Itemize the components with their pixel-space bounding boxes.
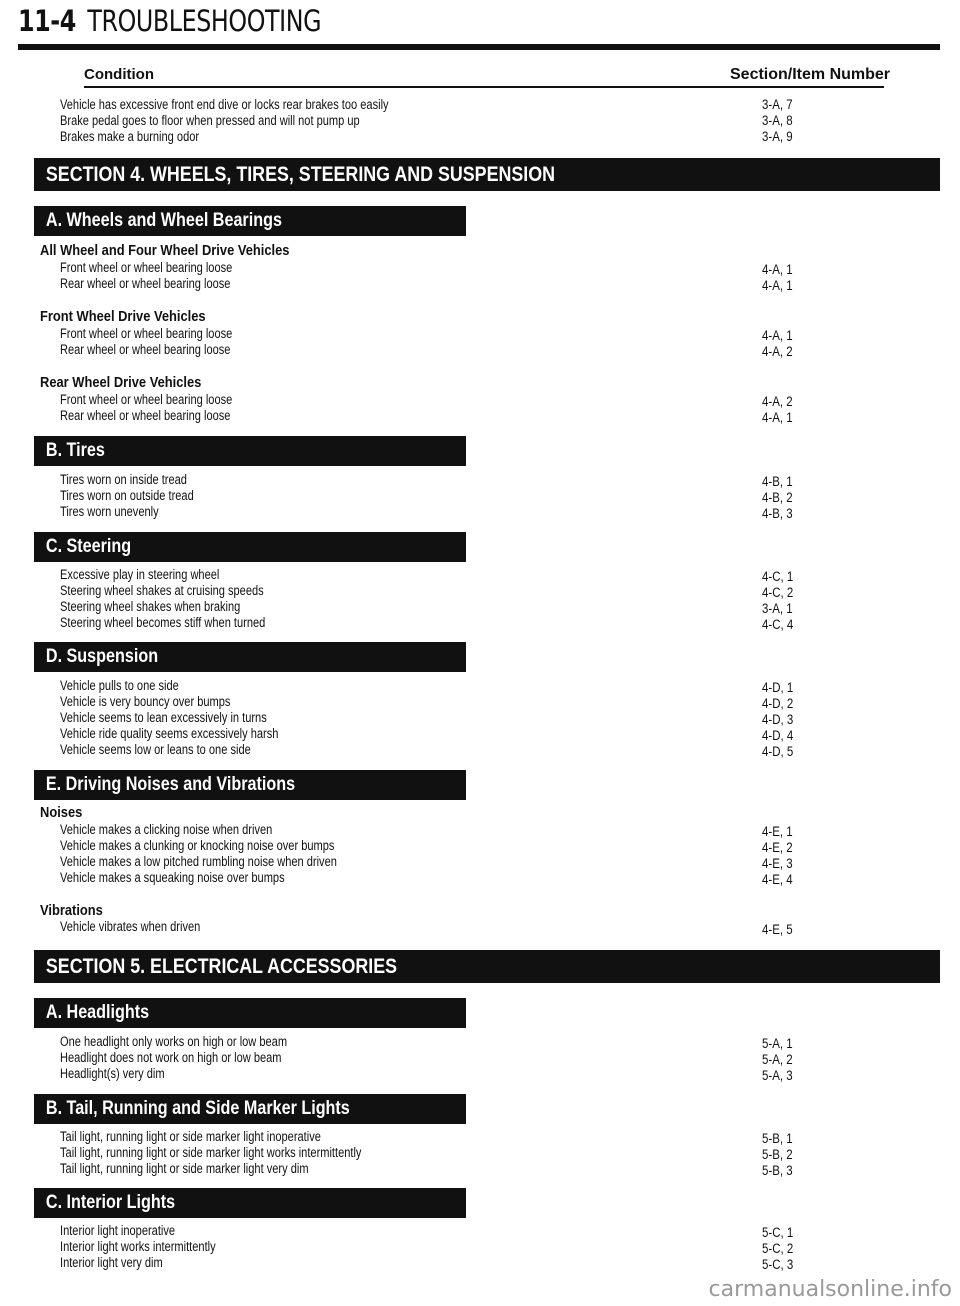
subsection-5a-banner [34,998,466,1028]
condition-text: Headlight(s) very dim [60,1066,165,1081]
condition-text: Front wheel or wheel bearing loose [60,392,233,407]
section-ref: 4-D, 5 [762,744,794,759]
group-heading: Vibrations [40,902,103,919]
section-ref: 5-B, 1 [762,1131,793,1146]
section-ref: 4-D, 2 [762,696,794,711]
section-ref: 4-B, 1 [762,474,793,489]
section-ref: 4-A, 1 [762,278,793,293]
condition-text: Vehicle pulls to one side [60,678,179,693]
watermark: carmanualsonline.info [708,1277,952,1302]
subsection-5c-banner [34,1188,466,1218]
subsection-4a-title: A. Wheels and Wheel Bearings [45,210,282,231]
section-ref: 5-B, 3 [762,1163,793,1178]
condition-text: Rear wheel or wheel bearing loose [60,342,231,357]
section-ref: 3-A, 8 [762,113,793,128]
condition-text: Vehicle makes a clunking or knocking noise over bumps [60,838,335,853]
subsection-4d-banner [34,642,466,672]
section-ref: 5-C, 3 [762,1257,794,1272]
group-heading: Noises [40,804,83,821]
subsection-5c-title: C. Interior Lights [45,1192,176,1213]
condition-text: Interior light works intermittently [60,1239,216,1254]
subsection-4e-title: E. Driving Noises and Vibrations [45,774,296,795]
condition-text: Vehicle seems low or leans to one side [60,742,251,757]
section-ref: 5-A, 1 [762,1036,793,1051]
condition-text: Front wheel or wheel bearing loose [60,326,233,341]
condition-text: Headlight does not work on high or low beam [60,1050,282,1065]
subsection-4b-title: B. Tires [45,440,105,461]
condition-text: Vehicle ride quality seems excessively harsh [60,726,279,741]
condition-text: Interior light very dim [60,1255,163,1270]
section-ref: 3-A, 9 [762,129,793,144]
group-heading: Front Wheel Drive Vehicles [40,308,206,325]
subsection-5b-banner [34,1094,466,1124]
page-number: 11-4 [18,4,76,38]
condition-text: Vehicle makes a clicking noise when driven [60,822,273,837]
condition-text: Tires worn on outside tread [60,488,194,503]
group-heading: Rear Wheel Drive Vehicles [40,374,202,391]
section-ref: 4-E, 3 [762,856,793,871]
condition-text: Vehicle makes a squeaking noise over bumps [60,870,285,885]
section-ref: 4-B, 3 [762,506,793,521]
section-ref: 4-E, 1 [762,824,793,839]
subsection-4d-title: D. Suspension [45,646,159,667]
section-ref: 4-C, 4 [762,617,794,632]
section-ref: 3-A, 1 [762,601,793,616]
condition-text: Brake pedal goes to floor when pressed and will not pump up [60,113,360,128]
condition-text: Steering wheel shakes at cruising speeds [60,583,264,598]
subsection-5b-title: B. Tail, Running and Side Marker Lights [45,1098,350,1119]
condition-text: Steering wheel shakes when braking [60,599,241,614]
section-ref: 4-E, 5 [762,922,793,937]
group-heading: All Wheel and Four Wheel Drive Vehicles [40,242,290,259]
column-header-rule [84,86,884,88]
section-5-title: SECTION 5. ELECTRICAL ACCESSORIES [45,955,398,978]
page-heading: TROUBLESHOOTING [87,4,322,38]
condition-text: Rear wheel or wheel bearing loose [60,408,231,423]
section-ref: 4-A, 1 [762,410,793,425]
section-ref: 4-A, 1 [762,262,793,277]
condition-text: Interior light inoperative [60,1223,176,1238]
subsection-4e-banner [34,770,466,800]
section-ref: 5-A, 3 [762,1068,793,1083]
section-ref: 3-A, 7 [762,97,793,112]
subsection-4c-banner [34,532,466,562]
condition-text: Vehicle has excessive front end dive or locks rear brakes too easily [60,97,389,112]
subsection-5a-title: A. Headlights [45,1002,150,1023]
condition-text: Tail light, running light or side marker light very dim [60,1161,309,1176]
section-ref: 4-D, 3 [762,712,794,727]
condition-text: Vehicle makes a low pitched rumbling noise when driven [60,854,337,869]
condition-text: Tail light, running light or side marker light inoperative [60,1129,321,1144]
section-4-title: SECTION 4. WHEELS, TIRES, STEERING AND SUSPENSION [45,163,556,186]
section-ref: 5-C, 2 [762,1241,794,1256]
section-ref: 4-E, 2 [762,840,793,855]
page-title [18,4,321,38]
condition-text: Vehicle seems to lean excessively in turns [60,710,267,725]
section-ref: 4-A, 2 [762,344,793,359]
condition-text: Brakes make a burning odor [60,129,200,144]
section-ref: 4-C, 1 [762,569,794,584]
condition-text: Tires worn unevenly [60,504,159,519]
subsection-4a-banner [34,206,466,236]
subsection-4c-title: C. Steering [45,536,132,557]
section-4-banner [34,158,940,191]
condition-text: Vehicle vibrates when driven [60,919,201,934]
condition-text: Tires worn on inside tread [60,472,187,487]
section-ref: 4-D, 4 [762,728,794,743]
section-ref: 4-A, 1 [762,328,793,343]
section-ref: 5-A, 2 [762,1052,793,1067]
condition-text: Tail light, running light or side marker light works intermittently [60,1145,362,1160]
section-ref: 5-C, 1 [762,1225,794,1240]
section-5-banner [34,950,940,983]
section-ref: 5-B, 2 [762,1147,793,1162]
section-ref: 4-E, 4 [762,872,793,887]
section-ref: 4-C, 2 [762,585,794,600]
condition-text: Excessive play in steering wheel [60,567,220,582]
condition-text: Steering wheel becomes stiff when turned [60,615,266,630]
section-ref: 4-A, 2 [762,394,793,409]
condition-text: Vehicle is very bouncy over bumps [60,694,231,709]
header-rule [18,44,940,50]
condition-text: Front wheel or wheel bearing loose [60,260,233,275]
condition-column-header: Condition [84,66,154,83]
section-item-column-header: Section/Item Number [730,66,891,83]
section-ref: 4-D, 1 [762,680,794,695]
section-ref: 4-B, 2 [762,490,793,505]
condition-text: Rear wheel or wheel bearing loose [60,276,231,291]
subsection-4b-banner [34,436,466,466]
condition-text: One headlight only works on high or low beam [60,1034,288,1049]
